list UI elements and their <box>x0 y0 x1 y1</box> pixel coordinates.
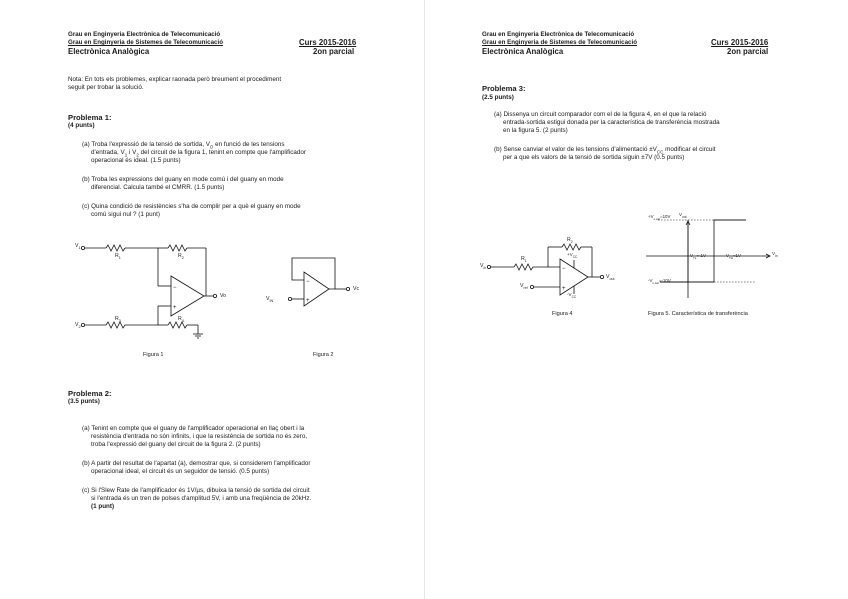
fig1-r4-label: $R_4$ <box>178 316 184 324</box>
course-year: Curs 2015-2016 <box>299 38 357 47</box>
subject-title: Electrònica Analògica <box>68 47 150 56</box>
problem-2-title: Problema 2: <box>68 389 112 398</box>
problem-1a-line-1: (a) Troba l'expressió de la tensió de sortida, $V_O$ en funció de les tensions <box>82 141 285 150</box>
problem-3a-line-1: (a) Dissenya un circuit comparador com el de la figura 4, en el que la relació <box>494 111 707 118</box>
exam-page-right <box>424 0 848 599</box>
fig1-v2-label: $V_2$ <box>75 322 81 330</box>
exam-name-right: 2on parcial <box>727 47 769 56</box>
fig4-vcc-neg-label: $-V_{CC}$ <box>567 292 577 299</box>
fig5-top-level-label: $+V_{o,sat}=10V$ <box>648 214 671 221</box>
degree-line-1-right: Grau en Enginyeria Electrònica de Telecomunicació <box>482 31 635 38</box>
problem-2c-line-2: si l'entrada és un tren de polses d'amplitud 5V, i amb una freqüència de 20kHz. <box>91 495 312 502</box>
degree-line-1: Grau en Enginyeria Electrònica de Telecomunicació <box>68 31 221 38</box>
figure-5-graph <box>646 220 776 300</box>
note-line-2: seguit per trobar la solució. <box>68 84 144 91</box>
problem-3-title: Problema 3: <box>482 84 526 93</box>
fig5-right-threshold-label: $V_{TH}=1V$ <box>726 253 741 260</box>
problem-2c-line-3: (1 punt) <box>91 503 115 510</box>
problem-1a-line-3: operacional és ideal. (1.5 punts) <box>91 157 181 164</box>
fig4-vout-label: $V_{out}$ <box>606 274 615 282</box>
fig5-bottom-level-label: $-V_{o,sat}=-10V$ <box>648 278 671 285</box>
fig1-v1-label: $V_1$ <box>75 243 81 251</box>
fig5-vin-axis-label: $V_{in}$ <box>772 251 778 258</box>
fig4-r1-label: $R_1$ <box>521 256 527 264</box>
problem-2a-line-1: (a) Tenint en compte que el guany de l'amplificador operacional en llaç obert i la <box>82 425 305 432</box>
fig2-vo-label: Vc <box>353 286 360 292</box>
svg-text:−: − <box>173 285 177 291</box>
figure-2-circuit <box>262 256 352 311</box>
fig1-r1-label: $R_1$ <box>115 253 121 261</box>
problem-1-title: Problema 1: <box>68 113 112 122</box>
svg-text:−: − <box>306 279 310 285</box>
problem-3b-line-1: (b) Sense canviar el valor de les tensions d'alimentació $\pm V_{CC}$ modificar el circuit <box>494 146 716 155</box>
problem-2c-line-1: (c) Si l'Slew Rate de l'amplificador és 1V/µs, dibuixa la tensió de sortida del circuit <box>82 487 310 494</box>
figure-1-caption: Figura 1 <box>143 352 164 358</box>
svg-text:+: + <box>562 286 566 292</box>
problem-1c-line-1: (c) Quina condició de resistències s'ha de complir per a què el guany en mode <box>82 203 301 210</box>
exam-name: 2on parcial <box>313 47 355 56</box>
fig4-r2-label: $R_2$ <box>567 237 573 245</box>
fig2-vin-label: $V_{IN}$ <box>266 296 274 304</box>
fig1-vo-label: Vo <box>220 293 227 299</box>
note-line-1: Nota: En tots els problemes, explicar raonada però breument el procediment <box>68 76 282 83</box>
problem-1a-line-2: d'entrada, $V_1$ i $V_2$ del circuit de la figura 1, tenint en compte que l'amplificador <box>91 149 307 158</box>
fig5-left-threshold-label: $V_{TL}=-1V$ <box>690 253 706 260</box>
problem-2a-line-2: resistència d'entrada no són infinits, i que la resistència de sortida no és zero, <box>91 433 308 440</box>
figure-1-circuit <box>68 236 218 346</box>
problem-3a-line-3: en la figura 5. (2 punts) <box>503 127 568 134</box>
course-year-right: Curs 2015-2016 <box>711 38 769 47</box>
problem-1b-line-1: (b) Troba les expressions del guany en mode comú i del guany en mode <box>82 176 284 183</box>
subject-title-right: Electrònica Analògica <box>482 47 564 56</box>
problem-2b-line-1: (b) A partir del resultat de l'apartat (a), demostrar que, si considerem l'amplificador <box>82 460 311 467</box>
fig4-vref-label: $V_{ref}$ <box>520 283 528 291</box>
degree-line-2-right: Grau en Enginyeria de Sistemes de Telecomunicació <box>482 39 637 46</box>
problem-2-points: (3.5 punts) <box>68 398 100 405</box>
fig4-vcc-pos-label: $+V_{CC}$ <box>567 252 578 259</box>
figure-4-caption: Figura 4 <box>552 311 573 317</box>
degree-line-2: Grau en Enginyeria de Sistemes de Telecomunicació <box>68 39 223 46</box>
figure-5-caption: Figura 5. Característica de transferència <box>648 311 748 317</box>
problem-2b-line-2: operacional ideal, el circuit és un seguidor de tensió. (0.5 punts) <box>91 468 270 475</box>
fig1-r2-label: $R_2$ <box>178 253 184 261</box>
figure-2-caption: Figura 2 <box>313 352 334 358</box>
svg-text:+: + <box>173 305 177 311</box>
fig5-vout-axis-label: $V_{out}$ <box>679 212 687 219</box>
problem-1b-line-2: diferencial. Calcula també el CMRR. (1.5 punts) <box>91 184 225 191</box>
fig4-vin-label: $V_{in}$ <box>480 263 487 271</box>
problem-3b-line-2: per a que els valors de la tensió de sortida siguin ±7V (0.5 punts) <box>503 154 685 161</box>
svg-text:+: + <box>306 298 310 304</box>
problem-1-points: (4 punts) <box>68 122 95 129</box>
svg-text:−: − <box>562 266 566 272</box>
problem-3a-line-2: entrada-sortida estigui donada per la característica de transferència mostrada <box>503 119 720 126</box>
problem-3-points: (2.5 punts) <box>482 94 514 101</box>
problem-2a-line-3: troba l'expressió del guany del circuit de la figura 2. (2 punts) <box>91 441 261 448</box>
figure-4-circuit <box>484 234 614 309</box>
problem-1c-line-2: comú sigui nul ? (1 punt) <box>91 211 160 218</box>
fig1-r3-label: $R_3$ <box>115 316 121 324</box>
